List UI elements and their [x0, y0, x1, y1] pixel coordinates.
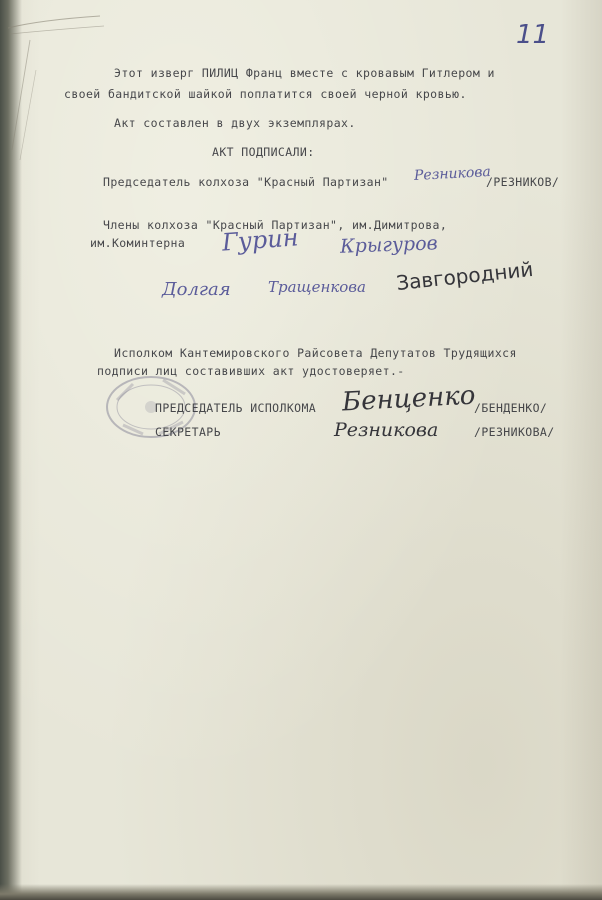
- paragraph-line-2: своей бандитской шайкой поплатится своей черной кровью.: [64, 87, 467, 101]
- paper-bottom-edge: [0, 884, 602, 900]
- executive-label: ПРЕДСЕДАТЕЛЬ ИСПОЛКОМА: [155, 401, 317, 415]
- secretary-name: /РЕЗНИКОВА/: [474, 425, 555, 439]
- certification-line-1: Исполком Кантемировского Райсовета Депутатов Трудящихся: [114, 346, 517, 360]
- chairman-signature: Резникова: [413, 163, 492, 185]
- secretary-label: СЕКРЕТАРЬ: [155, 425, 221, 439]
- signed-heading: АКТ ПОДПИСАЛИ:: [212, 145, 315, 159]
- chairman-name: /РЕЗНИКОВ/: [486, 175, 560, 189]
- certification-line-2: подписи лиц составивших акт удостоверяет.-: [97, 364, 405, 378]
- members-line-2: им.Коминтерна: [90, 236, 186, 250]
- paragraph-line-1: Этот изверг ПИЛИЦ Франц вместе с кровавым Гитлером и: [114, 66, 495, 80]
- member-signature-1: Гурин: [221, 223, 300, 257]
- chairman-label: Председатель колхоза "Красный Партизан": [103, 175, 389, 189]
- secretary-signature: Резникова: [334, 419, 439, 441]
- member-signature-3: Долгая: [162, 279, 231, 300]
- executive-signature: Бенценко: [341, 380, 477, 418]
- act-copies-line: Акт составлен в двух экземплярах.: [114, 116, 356, 130]
- member-signature-4: Тращенкова: [268, 278, 366, 296]
- member-signature-5: Завгородний: [395, 256, 535, 296]
- members-line-1: Члены колхоза "Красный Партизан", им.Димитрова,: [103, 218, 448, 232]
- executive-name: /БЕНДЕНКО/: [474, 401, 548, 415]
- member-signature-2: Крыгуров: [339, 232, 438, 258]
- page-number: 11: [516, 20, 550, 50]
